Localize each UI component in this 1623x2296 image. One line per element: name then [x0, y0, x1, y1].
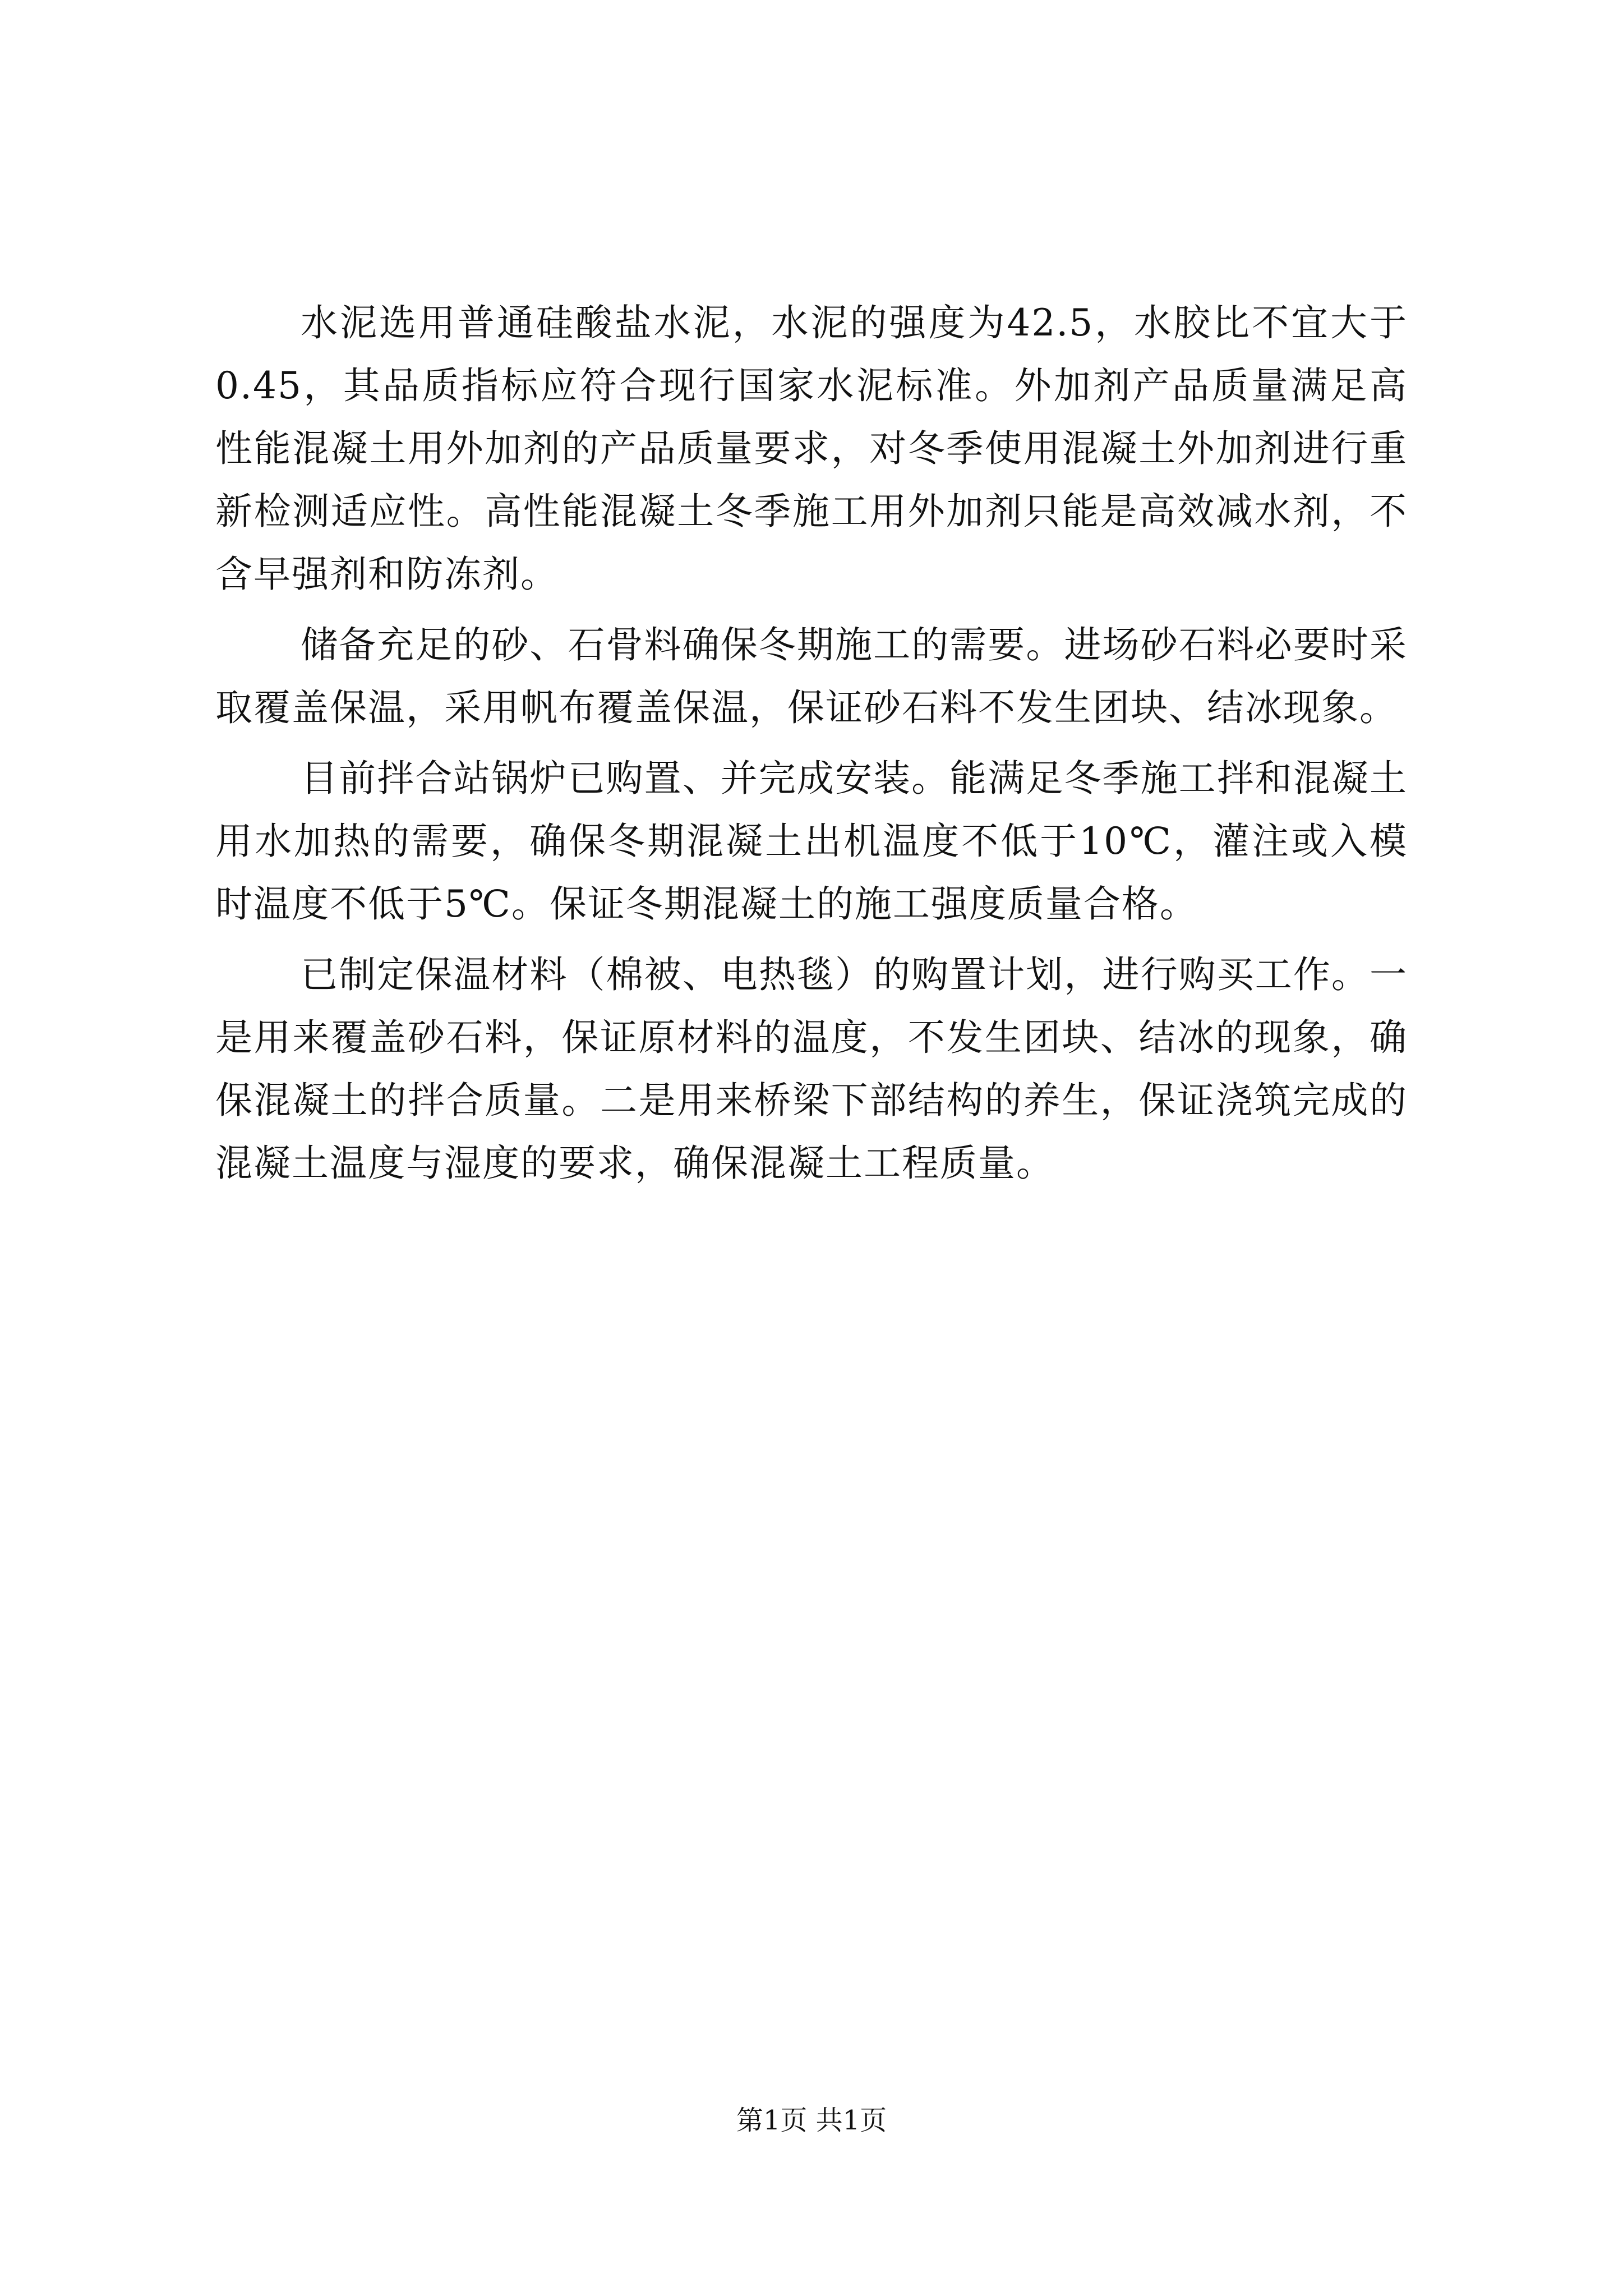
page-number-footer: 第1页 共1页 — [736, 2105, 887, 2136]
paragraph-aggregate: 储备充足的砂、石骨料确保冬期施工的需要。进场砂石料必要时采取覆盖保温，采用帆布覆盖保温，保证砂石料不发生团块、结冰现象。 — [215, 623, 1408, 729]
document-body — [215, 292, 1408, 1203]
paragraph-insulation: 已制定保温材料（棉被、电热毯）的购置计划，进行购买工作。一是用来覆盖砂石料，保证原材料的温度，不发生团块、结冰的现象，确保混凝土的拌合质量。二是用来桥梁下部结构的养生，保证浇筑完成的混凝土温度与湿度的要求，确保混凝土工程质量。 — [215, 953, 1408, 1185]
paragraph-cement: 水泥选用普通硅酸盐水泥，水泥的强度为42.5，水胶比不宜大于0.45，其品质指标应符合现行国家水泥标准。外加剂产品质量满足高性能混凝土用外加剂的产品质量要求，对冬季使用混凝土外加剂进行重新检测适应性。高性能混凝土冬季施工用外加剂只能是高效减水剂，不含早强剂和防冻剂。 — [215, 301, 1408, 596]
paragraph-boiler: 目前拌合站锅炉已购置、并完成安装。能满足冬季施工拌和混凝土用水加热的需要，确保冬期混凝土出机温度不低于10℃，灌注或入模时温度不低于5℃。保证冬期混凝土的施工强度质量合格。 — [215, 757, 1408, 926]
